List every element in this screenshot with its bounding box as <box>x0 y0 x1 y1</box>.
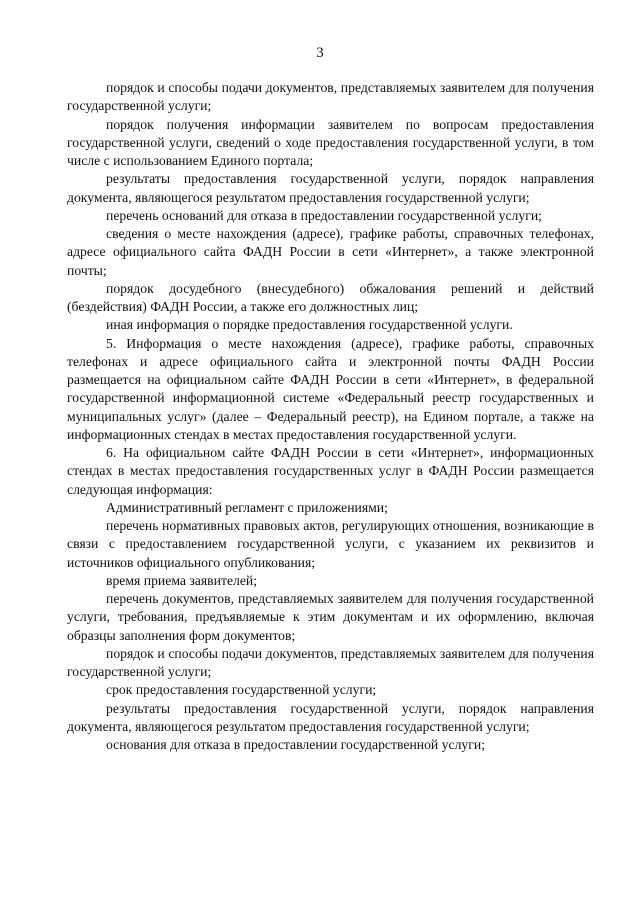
paragraph: результаты предоставления государственной услуги, порядок направления документа, являющегося результатом предоставления государственной услуги; <box>67 700 594 734</box>
page-number: 3 <box>316 45 324 61</box>
paragraph: перечень документов, представляемых заявителем для получения государственной услуги, требования, предъявляемые к этим документам и их оформлению, включая образцы заполнения форм документов; <box>67 591 594 643</box>
paragraph: результаты предоставления государственной услуги, порядок направления документа, являющегося результатом предоставления государственной услуги; <box>67 171 594 205</box>
paragraph: перечень оснований для отказа в предоставлении государственной услуги; <box>106 207 542 223</box>
paragraph: Административный регламент с приложениями; <box>106 499 388 515</box>
paragraph: перечень нормативных правовых актов, регулирующих отношения, возникающие в связи с предоставлением государственной услуги, с указанием их реквизитов и источников официального опубликования; <box>67 518 594 570</box>
paragraph: 6. На официальном сайте ФАДН России в сети «Интернет», информационных стендах в местах предоставления государственных услуг в ФАДН России размещается следующая информация: <box>67 445 594 497</box>
paragraph: порядок получения информации заявителем по вопросам предоставления государственной услуги, сведений о ходе предоставления государственной услуги, в том числе с использованием Единого портала; <box>67 116 594 168</box>
paragraph: иная информация о порядке предоставления государственной услуги. <box>106 317 513 333</box>
paragraph: порядок и способы подачи документов, представляемых заявителем для получения государственной услуги; <box>67 645 594 679</box>
paragraph: 5. Информация о месте нахождения (адресе), графике работы, справочных телефонах и адресе официального сайта и электронной почты ФАДН России размещается на официальном сайте ФАДН России в сети «Интернет», в федеральной государственной информационной системе «Федеральный реестр государственных и муниципальных услуг» (далее – Федеральный реестр), на Едином портале, а также на информационных стендах в местах предоставления государственной услуги. <box>67 335 594 442</box>
paragraph: срок предоставления государственной услуги; <box>106 682 377 698</box>
paragraph: время приема заявителей; <box>106 572 258 588</box>
paragraph: основания для отказа в предоставлении государственной услуги; <box>106 737 486 752</box>
paragraph: сведения о месте нахождения (адресе), графике работы, справочных телефонах, адресе официального сайта ФАДН России в сети «Интернет», а также электронной почты; <box>67 226 594 278</box>
paragraph: порядок и способы подачи документов, представляемых заявителем для получения государственной услуги; <box>67 80 594 114</box>
document-body <box>67 79 594 754</box>
paragraph: порядок досудебного (внесудебного) обжалования решений и действий (бездействия) ФАДН России, а также его должностных лиц; <box>67 280 594 314</box>
